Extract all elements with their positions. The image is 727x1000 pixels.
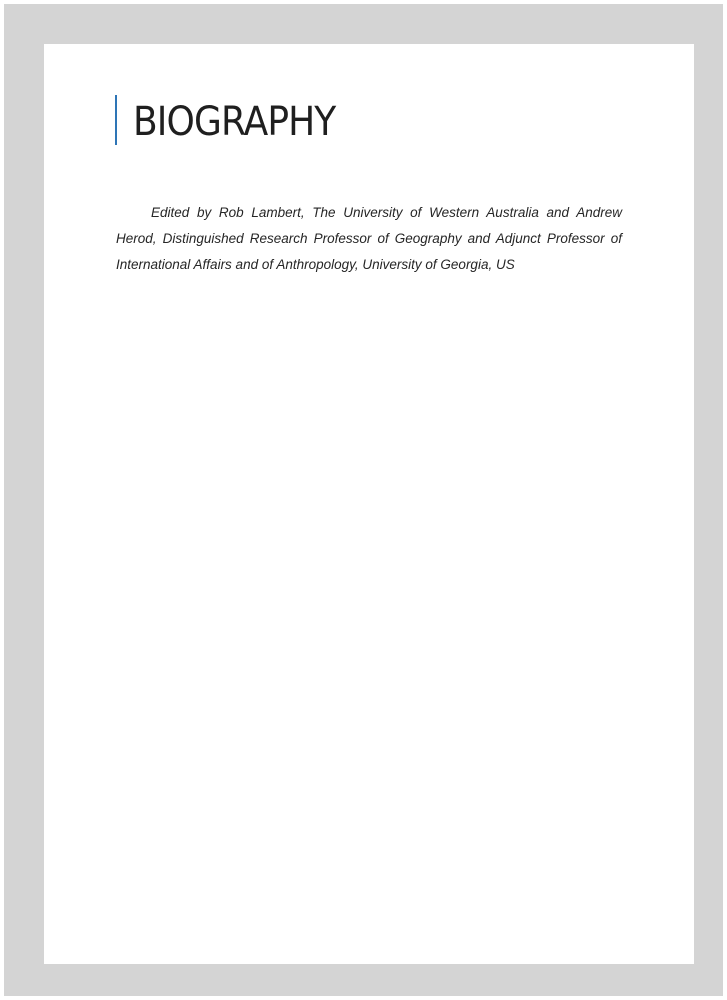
biography-text: Edited by Rob Lambert, The University of Western Australia and Andrew Herod, Distinguished Research Professor of Geography and Adjunct Professor of International Affairs and of Anthropology, University of Georgia, US <box>116 205 622 272</box>
page-frame <box>4 4 723 996</box>
heading-accent-bar <box>115 95 117 145</box>
document-page <box>44 44 694 964</box>
page-title: BIOGRAPHY <box>133 99 336 145</box>
